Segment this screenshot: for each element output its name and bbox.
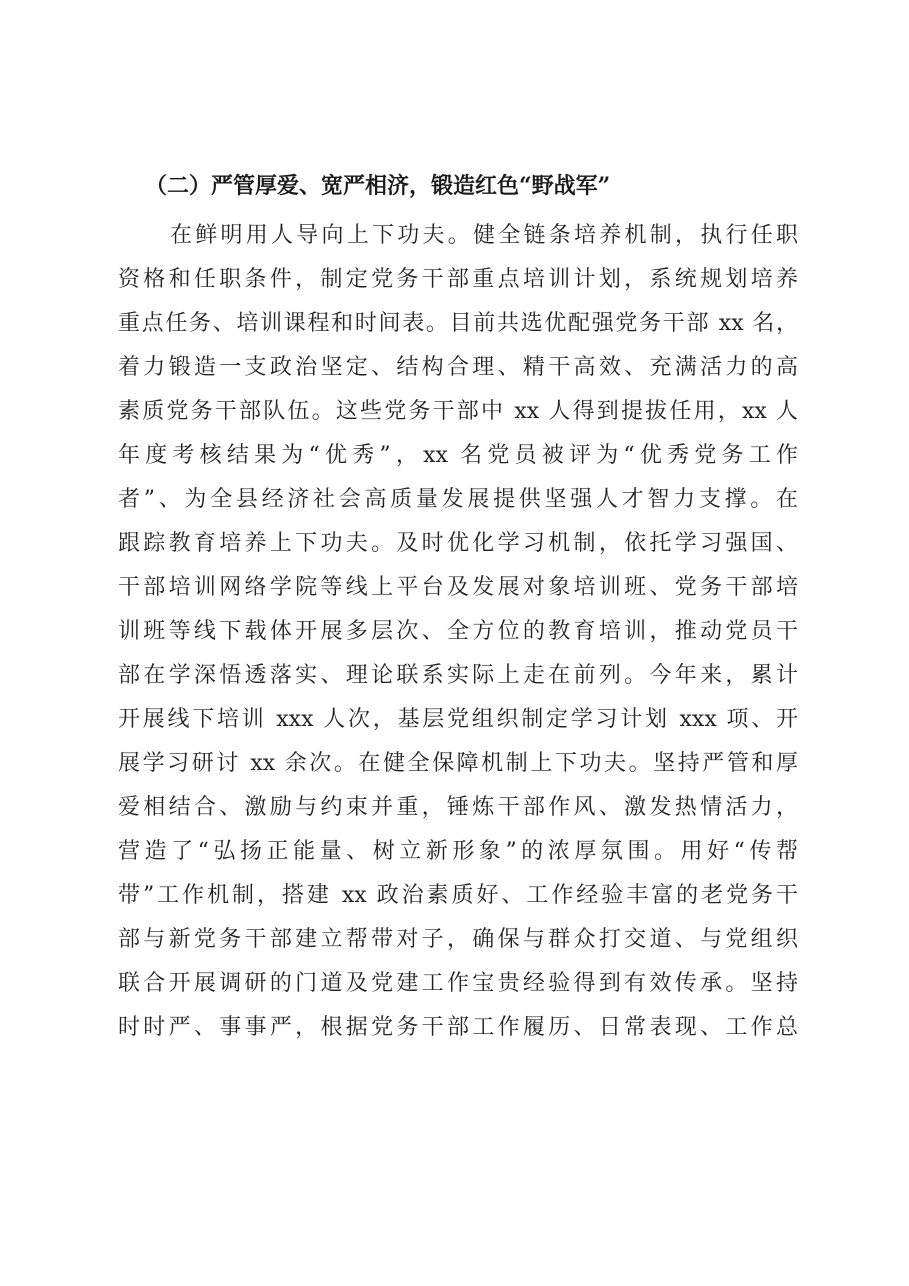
paragraph-line: 爱相结合、激励与约束并重，锤炼干部作风、激发热情活力， (118, 795, 798, 820)
paragraph-line: 重点任务、培训课程和时间表。目前共选优配强党务干部 xx 名， (118, 311, 798, 336)
paragraph-line: 资格和任职条件，制定党务干部重点培训计划，系统规划培养 (118, 267, 798, 292)
section-heading: （二）严管厚爱、宽严相济，锻造红色“野战军” (145, 173, 611, 199)
paragraph-line: 干部培训网络学院等线上平台及发展对象培训班、党务干部培 (118, 575, 798, 600)
paragraph-line: 训班等线下载体开展多层次、全方位的教育培训，推动党员干 (118, 619, 798, 644)
paragraph-line: 年度考核结果为“优秀”，xx 名党员被评为“优秀党务工作 (118, 443, 798, 468)
paragraph-line: 时时严、事事严，根据党务干部工作履历、日常表现、工作总 (118, 1015, 798, 1040)
paragraph-line: 者”、为全县经济社会高质量发展提供坚强人才智力支撑。在 (118, 487, 798, 512)
paragraph-line: 素质党务干部队伍。这些党务干部中 xx 人得到提拔任用，xx 人 (118, 399, 798, 424)
paragraph-line: 营造了“弘扬正能量、树立新形象”的浓厚氛围。用好“传帮 (118, 839, 798, 864)
paragraph-line: 着力锻造一支政治坚定、结构合理、精干高效、充满活力的高 (118, 355, 798, 380)
paragraph-line: 在鲜明用人导向上下功夫。健全链条培养机制，执行任职 (170, 223, 798, 248)
paragraph-line: 展学习研讨 xx 余次。在健全保障机制上下功夫。坚持严管和厚 (118, 751, 798, 776)
paragraph-line: 跟踪教育培养上下功夫。及时优化学习机制，依托学习强国、 (118, 531, 798, 556)
paragraph-line: 部与新党务干部建立帮带对子，确保与群众打交道、与党组织 (118, 927, 798, 952)
paragraph-line: 开展线下培训 xxx 人次，基层党组织制定学习计划 xxx 项、开 (118, 707, 798, 732)
paragraph-line: 部在学深悟透落实、理论联系实际上走在前列。今年来，累计 (118, 663, 798, 688)
paragraph-line: 带”工作机制，搭建 xx 政治素质好、工作经验丰富的老党务干 (118, 883, 798, 908)
paragraph-line: 联合开展调研的门道及党建工作宝贵经验得到有效传承。坚持 (118, 971, 798, 996)
